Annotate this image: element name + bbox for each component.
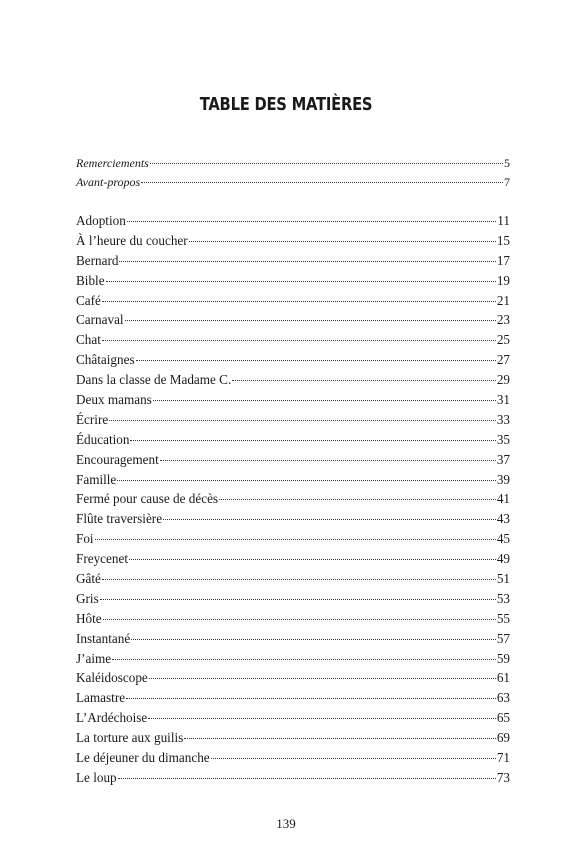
toc-entry-label: Lamastre: [76, 690, 126, 706]
toc-entry: [76, 211, 510, 231]
toc-entry-label: Gâté: [76, 571, 101, 587]
dot-leader: [211, 758, 496, 759]
toc-entry: [76, 649, 510, 669]
toc-entry: [76, 609, 510, 629]
dot-leader: [109, 420, 496, 421]
dot-leader: [153, 400, 496, 401]
toc-entry-page-number: 71: [496, 750, 510, 766]
toc-entry-page-number: 57: [496, 630, 510, 646]
dot-leader: [160, 460, 496, 461]
toc-entry: [76, 509, 510, 529]
dot-leader: [102, 301, 496, 302]
toc-entry: [76, 569, 510, 589]
toc-entry-label: Dans la classe de Madame C.: [76, 372, 232, 388]
toc-entry-label: Écrire: [76, 411, 109, 427]
toc-entry-page-number: 73: [496, 769, 510, 785]
front-matter-list: [76, 154, 510, 192]
toc-entry-label: Carnaval: [76, 312, 124, 328]
toc-entry: [76, 390, 510, 410]
toc-entry: [76, 310, 510, 330]
toc-entry-page-number: 65: [496, 710, 510, 726]
toc-entry: [76, 350, 510, 370]
page-title: TABLE DES MATIÈRES: [199, 94, 373, 115]
toc-entry: [76, 450, 510, 470]
toc-entry-label: Gris: [76, 590, 99, 606]
toc-entry-page-number: 43: [496, 511, 510, 527]
dot-leader: [148, 718, 496, 719]
toc-entry-label: Café: [76, 292, 101, 308]
dot-leader: [100, 599, 496, 600]
toc-entry: [76, 529, 510, 549]
toc-entry: [76, 271, 510, 291]
toc-entry-label: Foi: [76, 531, 94, 547]
toc-entry: [76, 330, 510, 350]
toc-entry-label: Bible: [76, 272, 105, 288]
dot-leader: [136, 360, 496, 361]
toc-entry-label: Famille: [76, 471, 117, 487]
dot-leader: [126, 698, 496, 699]
toc-entry: [76, 251, 510, 271]
toc-entry-page-number: 33: [496, 411, 510, 427]
toc-entry-page-number: 55: [496, 610, 510, 626]
toc-entry-page-number: 45: [496, 531, 510, 547]
dot-leader: [131, 639, 496, 640]
toc-entry-page-number: 63: [496, 690, 510, 706]
dot-leader: [150, 163, 503, 164]
dot-leader: [103, 619, 496, 620]
toc-entry: [76, 430, 510, 450]
dot-leader: [189, 241, 496, 242]
dot-leader: [149, 678, 496, 679]
toc-entry-label: Le déjeuner du dimanche: [76, 750, 210, 766]
toc-entry-page-number: 35: [496, 431, 510, 447]
toc-entry-page-number: 61: [496, 670, 510, 686]
toc-entry: [76, 629, 510, 649]
dot-leader: [127, 221, 496, 222]
dot-leader: [117, 480, 496, 481]
toc-entry-label: Hôte: [76, 610, 102, 626]
toc-entry-page-number: 37: [496, 451, 510, 467]
toc-entry-page-number: 27: [496, 352, 510, 368]
toc-entry-label: Kaléidoscope: [76, 670, 148, 686]
dot-leader: [232, 380, 496, 381]
toc-entry-label: J’aime: [76, 650, 112, 666]
toc-entry-page-number: 25: [496, 332, 510, 348]
dot-leader: [129, 559, 496, 560]
toc-entry-label: Bernard: [76, 252, 119, 268]
dot-leader: [130, 440, 495, 441]
toc-entry-label: Fermé pour cause de décès: [76, 491, 219, 507]
toc-entry-page-number: 21: [496, 292, 510, 308]
toc-entry: [76, 748, 510, 768]
toc-entry: [76, 291, 510, 311]
dot-leader: [119, 261, 495, 262]
dot-leader: [163, 519, 496, 520]
toc-entry: [76, 688, 510, 708]
dot-leader: [141, 182, 503, 183]
toc-entry: [76, 549, 510, 569]
dot-leader: [112, 659, 496, 660]
toc-entry: [76, 470, 510, 490]
toc-entry-page-number: 29: [496, 372, 510, 388]
toc-entry-label: Adoption: [76, 213, 126, 228]
dot-leader: [125, 320, 496, 321]
page-number: 139: [276, 816, 296, 831]
dot-leader: [102, 340, 496, 341]
dot-leader: [95, 539, 496, 540]
toc-entry-label: Freycenet: [76, 551, 128, 567]
toc-entry-label: Avant-propos: [76, 175, 141, 189]
toc-entry-page-number: 7: [504, 175, 510, 189]
toc-entry: [76, 489, 510, 509]
toc-entry-label: Chat: [76, 332, 101, 348]
dot-leader: [184, 738, 496, 739]
toc-entry-page-number: 17: [496, 252, 510, 268]
toc-entry-page-number: 69: [496, 730, 510, 746]
toc-entry-label: À l’heure du coucher: [76, 232, 188, 248]
toc-entry-page-number: 59: [496, 650, 510, 666]
toc-entry-page-number: 23: [496, 312, 510, 328]
toc-entry-label: Encouragement: [76, 451, 159, 467]
toc-entry: [76, 668, 510, 688]
toc-entry-label: Éducation: [76, 431, 130, 447]
toc-entry-label: Instantané: [76, 630, 131, 646]
dot-leader: [118, 778, 496, 779]
dot-leader: [106, 281, 496, 282]
toc-entry-page-number: 19: [496, 272, 510, 288]
toc-entry-label: Flûte traversière: [76, 511, 163, 527]
toc-entry-label: Châtaignes: [76, 352, 135, 368]
toc-entry-page-number: 51: [496, 571, 510, 587]
toc-entry: [76, 370, 510, 390]
toc-entry: [76, 154, 510, 173]
toc-entry-page-number: 31: [496, 392, 510, 408]
toc-entries-list: [76, 211, 510, 788]
toc-entry: [76, 728, 510, 748]
toc-entry-page-number: 41: [496, 491, 510, 507]
toc-entry: [76, 231, 510, 251]
toc-entry: [76, 589, 510, 609]
toc-entry-page-number: 39: [496, 471, 510, 487]
toc-entry-page-number: 5: [504, 156, 510, 170]
toc-entry: [76, 768, 510, 788]
toc-entry-label: Deux mamans: [76, 392, 152, 408]
toc-entry: [76, 173, 510, 192]
toc-entry-label: L’Ardéchoise: [76, 710, 148, 726]
dot-leader: [219, 499, 496, 500]
toc-entry-page-number: 53: [496, 590, 510, 606]
dot-leader: [102, 579, 496, 580]
toc-entry-label: Remerciements: [76, 156, 149, 170]
toc-entry: [76, 708, 510, 728]
toc-entry-label: Le loup: [76, 769, 117, 785]
toc-entry-page-number: 11: [497, 213, 510, 228]
toc-entry: [76, 410, 510, 430]
toc-entry-page-number: 15: [496, 232, 510, 248]
toc-entry-label: La torture aux guilis: [76, 730, 184, 746]
toc-entry-page-number: 49: [496, 551, 510, 567]
